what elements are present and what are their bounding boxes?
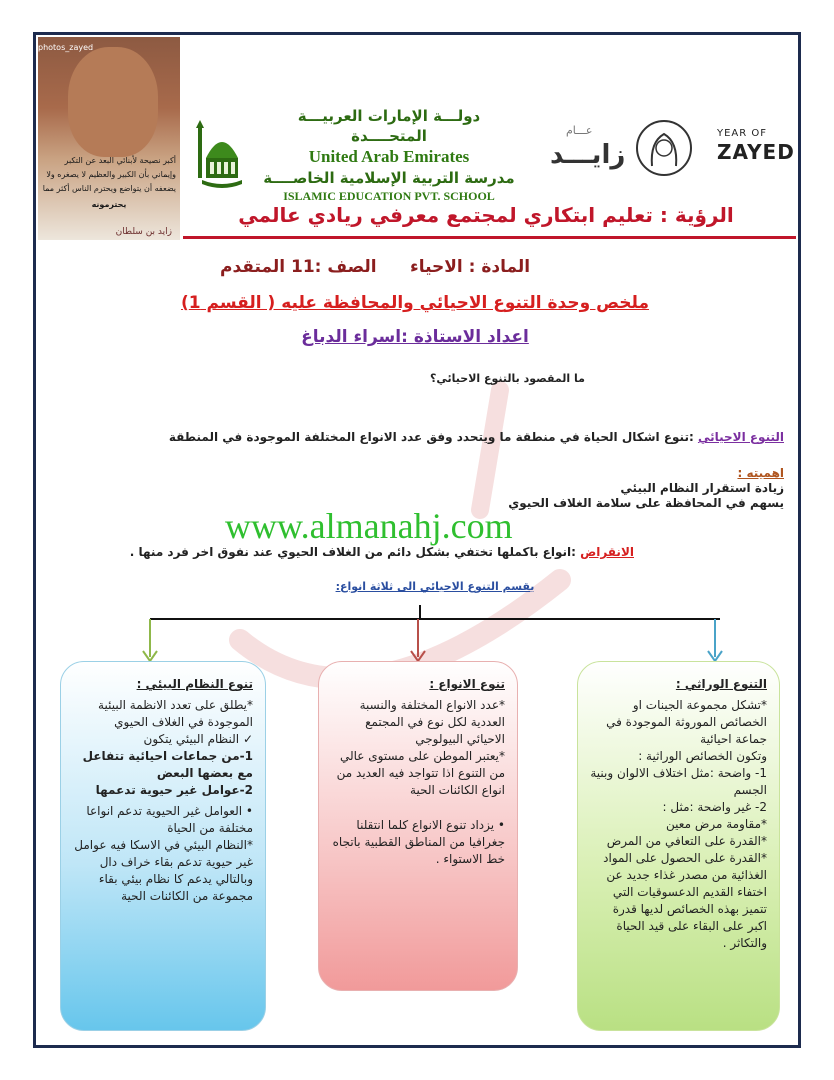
genetic-diversity-box (577, 661, 780, 1031)
school-header (258, 106, 520, 204)
extinction-text: :انواع باكملها تختفي بشكل دائم من الغلاف الحيوي عند نفوق اخر فرد منها . (129, 545, 581, 559)
year-of-zayed-logo (540, 120, 795, 180)
mosque-logo-icon (192, 118, 252, 192)
photo-signature: زايد بن سلطان (115, 227, 172, 237)
ecosystem-line-2: ✓ النظام البيئي يتكون (143, 732, 253, 746)
ecosystem-bold-2: 2-عوامل غير حيوية تدعمها (95, 783, 253, 797)
photo-quote-3: يضعفه أن يتواضع ويحترم الناس أكثر مما (42, 184, 176, 193)
school-english: ISLAMIC EDUCATION PVT. SCHOOL (283, 189, 495, 203)
site-watermark: www.almanahj.com (225, 506, 513, 546)
division-connector (140, 605, 740, 665)
author-label: اعداد الاستاذة :اسراء الدباغ (301, 327, 529, 347)
zayed-portrait-icon (636, 120, 692, 176)
genetic-title: التنوع الوراثي : (675, 677, 767, 691)
subject-label: المادة : الاحياء (410, 257, 531, 277)
definition-line (169, 430, 784, 444)
ecosystem-bullet: • العوامل غير الحيوية تدعم انواعا مختلفة من الحياة (86, 804, 253, 835)
division-title: يقسم التنوع الاحيائي الى ثلاثة انواع: (335, 580, 535, 593)
photo-quote-4: يحترمونه (91, 200, 127, 209)
ecosystem-title: تنوع النظام البيئي : (136, 677, 253, 691)
species-line-2: *يعتبر الموطن على مستوى عالي من التنوع اذا تتواجد فيه العديد من انواع الكائنات الحية (336, 749, 505, 797)
importance-item-2: يسهم في المحافظة على سلامة الغلاف الحيوي (508, 496, 784, 510)
photo-quote-2: وإيماني بأن الكبير والعظيم لا يصغره ولا (46, 170, 176, 179)
importance-item-1: زيادة استقرار النظام البيئي (620, 481, 784, 495)
definition-term: التنوع الاحيائي (697, 430, 784, 444)
definition-text: :تنوع اشكال الحياة في منطقة ما ويتحدد وفق عدد الانواع المختلفة الموجودة في المنطقة (168, 430, 698, 444)
zayed-photo (38, 37, 180, 240)
ecosystem-bold-1: 1-من جماعات احيائية تتفاعل مع بعضها البعض (82, 749, 253, 780)
genetic-line-6: *القدرة على التعافي من المرض (606, 834, 767, 848)
ecosystem-diversity-box (60, 661, 266, 1031)
year-arabic-big: زايـــد (550, 140, 626, 170)
year-arabic-small: عـــام (566, 124, 593, 137)
country-english: United Arab Emirates (308, 147, 470, 166)
definition-question: ما المقصود بالتنوع الاحيائي؟ (430, 372, 585, 385)
photo-quote-1: أكبر نصيحة لأبنائي البعد عن التكبر (64, 156, 176, 165)
genetic-line-3: 1- واضحة :مثل اختلاف الالوان وبنية الجسم (590, 766, 767, 797)
ecosystem-example: *النظام البيئي في الاسكا فيه عوامل غير حيوية تدعم بقاء خراف دال وبالتالي يدعم كا نظام بيئي بقاء مجموعة من الكائنات الحية (74, 838, 253, 903)
species-title: تنوع الانواع : (429, 677, 505, 691)
vision-divider (183, 236, 796, 239)
species-diversity-box (318, 661, 518, 991)
ecosystem-line-1: *يطلق على تعدد الانظمة البيئية الموجودة في الغلاف الحيوي (98, 698, 253, 729)
extinction-line (130, 545, 634, 559)
grade-label: الصف :11 المتقدم (220, 257, 377, 277)
zayed-label: ZAYED (717, 140, 795, 164)
genetic-line-7: *القدرة على الحصول على المواد الغذائية من مصدر غذاء جديد عن اختفاء القديم الدعسوقيات التي تتميز بهذه الخصائص لديها قدرة اكبر على البقاء على قيد الحياة والتكاثر . (603, 851, 767, 950)
species-line-1: *عدد الانواع المختلفة والنسبة العددية لكل نوع في المجتمع الاحيائي البيولوجي (359, 698, 505, 746)
genetic-line-4: 2- غير واضحة :مثل : (662, 800, 767, 814)
page-title: ملخص وحدة التنوع الاحيائي والمحافظة عليه ( القسم 1) (180, 293, 650, 313)
extinction-term: الانقراض (580, 545, 634, 559)
school-arabic: مدرسة التربية الإسلامية الخاصــــة (263, 169, 515, 187)
year-of-label: YEAR OF (717, 128, 768, 139)
genetic-line-1: *تشكل مجموعة الجينات او الخصائص الموروثة الموجودة في جماعة احيائية (606, 698, 767, 746)
vision-statement: الرؤية : تعليم ابتكاري لمجتمع معرفي ريادي عالمي (238, 203, 734, 227)
photo-caption: photos_zayed (38, 43, 94, 52)
portrait-face (68, 47, 158, 157)
importance-label: اهميته : (737, 466, 784, 480)
country-arabic: دولـــة الإمارات العربيـــة المتحــــدة (297, 107, 481, 145)
genetic-line-2: وتكون الخصائص الوراثية : (638, 749, 767, 763)
species-bullet: • يزداد تنوع الانواع كلما انتقلنا جغرافيا من المناطق القطبية باتجاه خط الاستواء . (332, 818, 505, 866)
genetic-line-5: *مقاومة مرض معين (666, 817, 767, 831)
